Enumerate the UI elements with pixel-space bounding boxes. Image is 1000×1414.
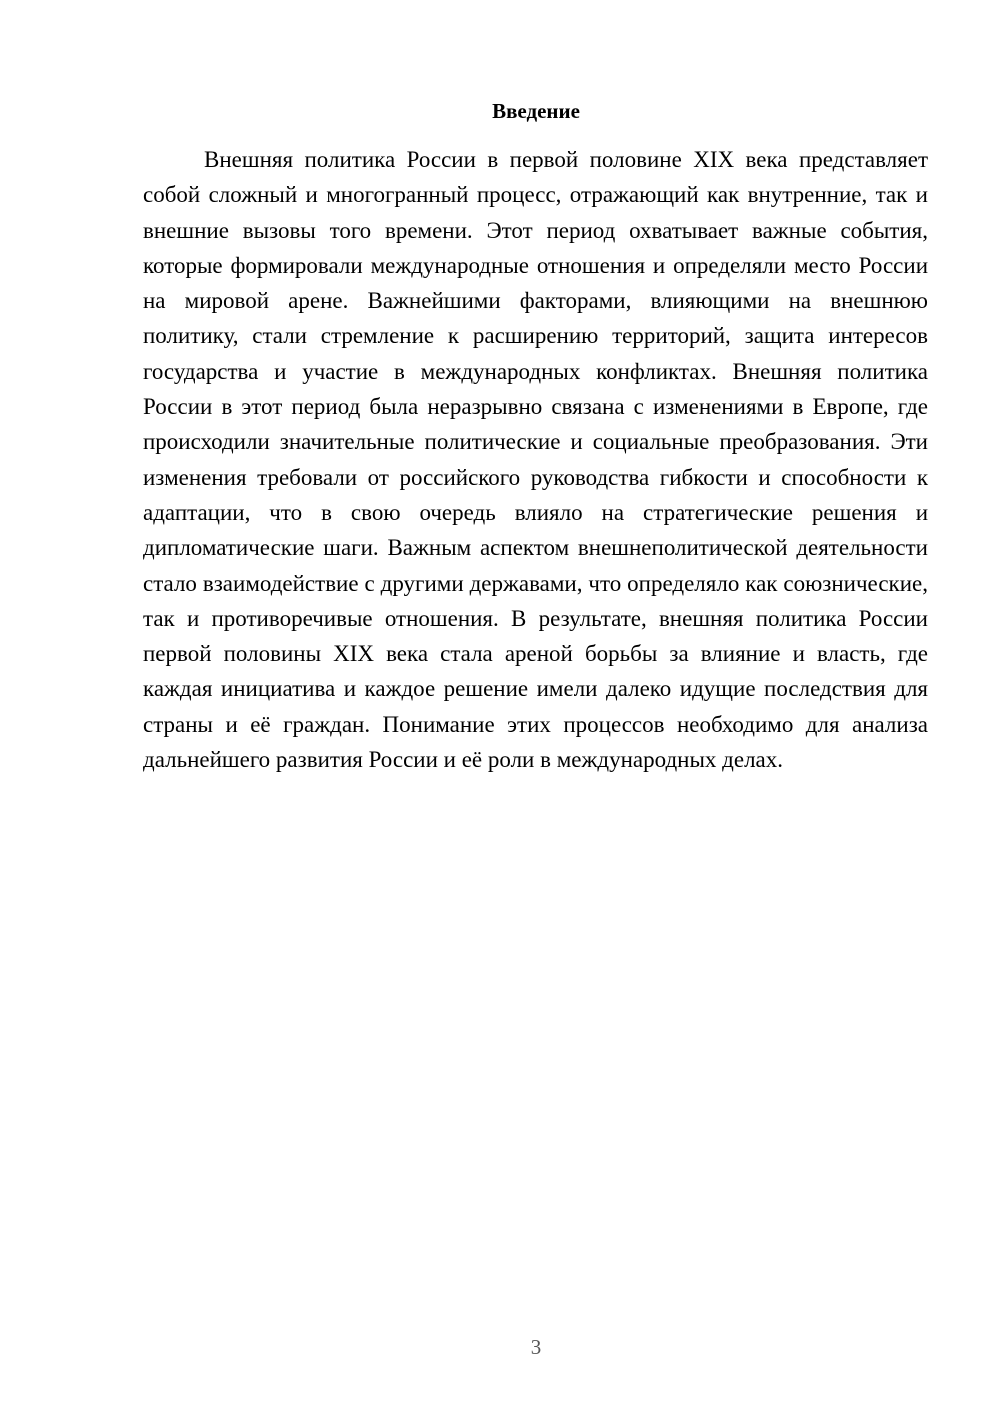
page-number: 3 [530,1335,542,1359]
section-heading: Введение [492,99,580,123]
body-paragraph: Внешняя политика России в первой половине XIX века представляет собой сложный и многогранный процесс, отражающий как внутренние, так и внешние вызовы того времени. Этот период охватывает важные события, которые формировали международные отношения и определяли место России на мировой арене. Важнейшими факторами, влияющими на внешнюю политику, стали стремление к расширению территорий, защита интересов государства и участие в международных конфликтах. Внешняя политика России в этот период была неразрывно связана с изменениями в Европе, где происходили значительные политические и социальные преобразования. Эти изменения требовали от российского руководства гибкости и способности к адаптации, что в свою очередь влияло на стратегические решения и дипломатические шаги. Важным аспектом внешнеполитической деятельности стало взаимодействие с другими державами, что определяло как союзнические, так и противоречивые отношения. В результате, внешняя политика России первой половины XIX века стала ареной борьбы за влияние и власть, где каждая инициатива и каждое решение имели далеко идущие последствия для страны и её граждан. Понимание этих процессов необходимо для анализа дальнейшего развития России и её роли в международных делах. [143,147,928,773]
